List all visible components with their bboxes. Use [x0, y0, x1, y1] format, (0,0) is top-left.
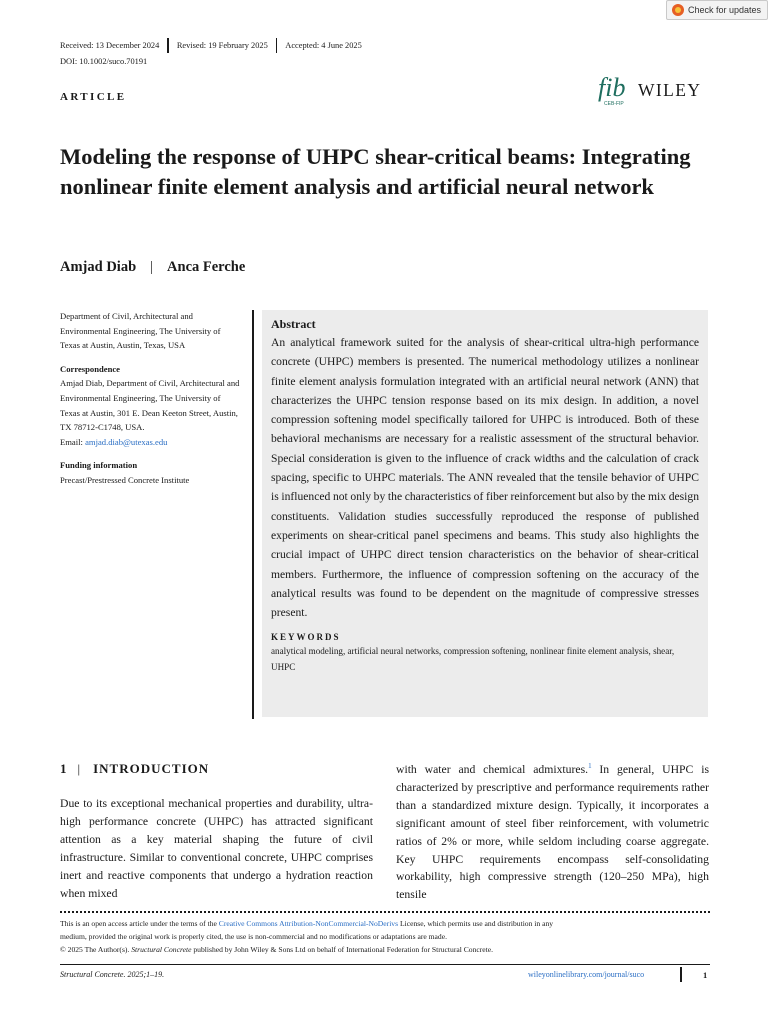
footer-separator [680, 967, 682, 982]
affiliation: Department of Civil, Architectural and Environmental Engineering, The University of Texas at Austin, Austin, Texas, USA [60, 311, 221, 351]
license-divider [60, 911, 710, 913]
copyright-text: © 2025 The Author(s). [60, 945, 132, 955]
journal-citation: Structural Concrete. 2025;1–19. [60, 970, 165, 979]
crossmark-icon [672, 4, 684, 16]
funding-block [60, 458, 240, 487]
license-link[interactable]: Creative Commons Attribution-NonCommercial-NoDerivs [218, 919, 399, 928]
footer-divider [60, 964, 710, 965]
abstract-rule [252, 310, 254, 719]
accepted-date: Accepted: 4 June 2025 [285, 41, 362, 50]
license-text: This is an open access article under the terms of the [60, 919, 219, 928]
license-text: License, which permits use and distribution in any [398, 919, 554, 928]
correspondence-text: Amjad Diab, Department of Civil, Architectural and Environmental Engineering, The University of Texas at Austin, 301 E. Dean Keeton Street, Austin, TX 78712-C1748, USA. [60, 378, 240, 433]
funding-text: Precast/Prestressed Concrete Institute [60, 474, 190, 485]
correspondence-block [60, 362, 240, 450]
author-separator: | [150, 259, 154, 275]
section-heading-introduction [60, 761, 209, 777]
check-for-updates-button[interactable] [666, 0, 768, 20]
article-type-label: ARTICLE [60, 91, 127, 103]
author-name[interactable]: Anca Ferche [167, 259, 246, 275]
email-link[interactable]: amjad.diab@utexas.edu [85, 436, 168, 447]
license-line: medium, provided the original work is properly cited, the use is non-commercial and no modifications or adaptations are made. [60, 932, 447, 942]
abstract-box [262, 310, 708, 717]
section-separator: | [77, 761, 82, 776]
section-title: INTRODUCTION [93, 761, 210, 776]
svg-text:CEB-FIP: CEB-FIP [604, 101, 624, 107]
email-line [60, 435, 240, 450]
author-list [60, 259, 245, 276]
keywords-list: analytical modeling, artificial neural networks, compression softening, nonlinear finite element analysis, shear, UHPC [271, 646, 675, 672]
section-number: 1 [60, 761, 68, 776]
author-name[interactable]: Amjad Diab [60, 259, 137, 275]
keywords-heading: KEYWORDS [271, 632, 341, 643]
funding-heading: Funding information [60, 460, 138, 471]
publication-dates [60, 38, 362, 53]
revised-date: Revised: 19 February 2025 [176, 41, 268, 50]
intro-paragraph-right [396, 761, 709, 904]
reference-link[interactable]: 1 [588, 762, 592, 771]
abstract-text: An analytical framework suited for the analysis of shear-critical ultra-high performance concrete (UHPC) members is presented. The numerical methodology utilizes a nonlinear finite element analysis formulation integrated with an artificial neural network (ANN) that characterizes the UHPC tension response based on its mix design. In addition, a novel compression softening model specifically tailored for UHPC is introduced. Both of these behavioral mechanisms are necessary for a realistic assessment of the structural behavior. Special consideration is given to the influence of crack widths and the calculation of crack spacing, specific to UHPC materials. The ANN revealed that the tensile behavior of UHPC is influenced not only by the characteristics of fiber reinforcement but also by the mix design constituents. Validation studies successfully reproduced the response of published experiments on shear-critical panel specimens and beams. This study also highlights the crucial impact of UHPC direct tension characteristics on the behavior of shear-critical members. Furthermore, the influence of compression softening on the accuracy of the analytical results was found to be dependent on the magnitude of compressive stresses present. [271, 336, 699, 620]
email-label: Email: [60, 436, 83, 447]
doi: DOI: 10.1002/suco.70191 [60, 57, 148, 66]
intro-text-part: In general, UHPC is characterized by prescriptive and performance requirements rather than a standardized mixture design. Typically, it incorporates a significant amount of steel fiber reinforcement, with volumetric ratios of 2% or more, while seldom including coarse aggregate. Key UHPC requirements encompass self-consolidating workability, high compressive strength (120–250 MPa), high tensile [396, 763, 709, 902]
wiley-logo: WILEY [638, 80, 702, 100]
license-notice [60, 917, 710, 957]
check-for-updates-label: Check for updates [688, 5, 762, 15]
svg-text:fib: fib [598, 73, 626, 102]
page-number: 1 [703, 970, 708, 980]
intro-text-part: with water and chemical admixtures. [396, 763, 589, 776]
intro-paragraph-left: Due to its exceptional mechanical properties and durability, ultra-high performance concrete (UHPC) has attracted significant attention as a key material shaping the future of civil infrastructure. Similar to conventional concrete, UHPC comprises inert and reactive components that undergo a hydration reaction when mixed [60, 797, 373, 900]
journal-name: Structural Concrete [131, 945, 192, 955]
abstract-heading: Abstract [271, 317, 316, 331]
correspondence-heading: Correspondence [60, 363, 120, 374]
copyright-line [60, 943, 710, 956]
paper-title: Modeling the response of UHPC shear-critical beams: Integrating nonlinear finite element analysis and artificial neural network [60, 144, 691, 199]
copyright-text: published by John Wiley & Sons Ltd on behalf of International Federation for Structural Concrete. [191, 945, 494, 955]
date-divider [276, 38, 278, 53]
journal-url-link[interactable]: wileyonlinelibrary.com/journal/suco [528, 970, 645, 979]
author-info-column [60, 309, 240, 497]
license-line [60, 917, 710, 930]
fib-logo [596, 70, 630, 108]
date-divider [167, 38, 169, 53]
received-date: Received: 13 December 2024 [60, 41, 160, 50]
